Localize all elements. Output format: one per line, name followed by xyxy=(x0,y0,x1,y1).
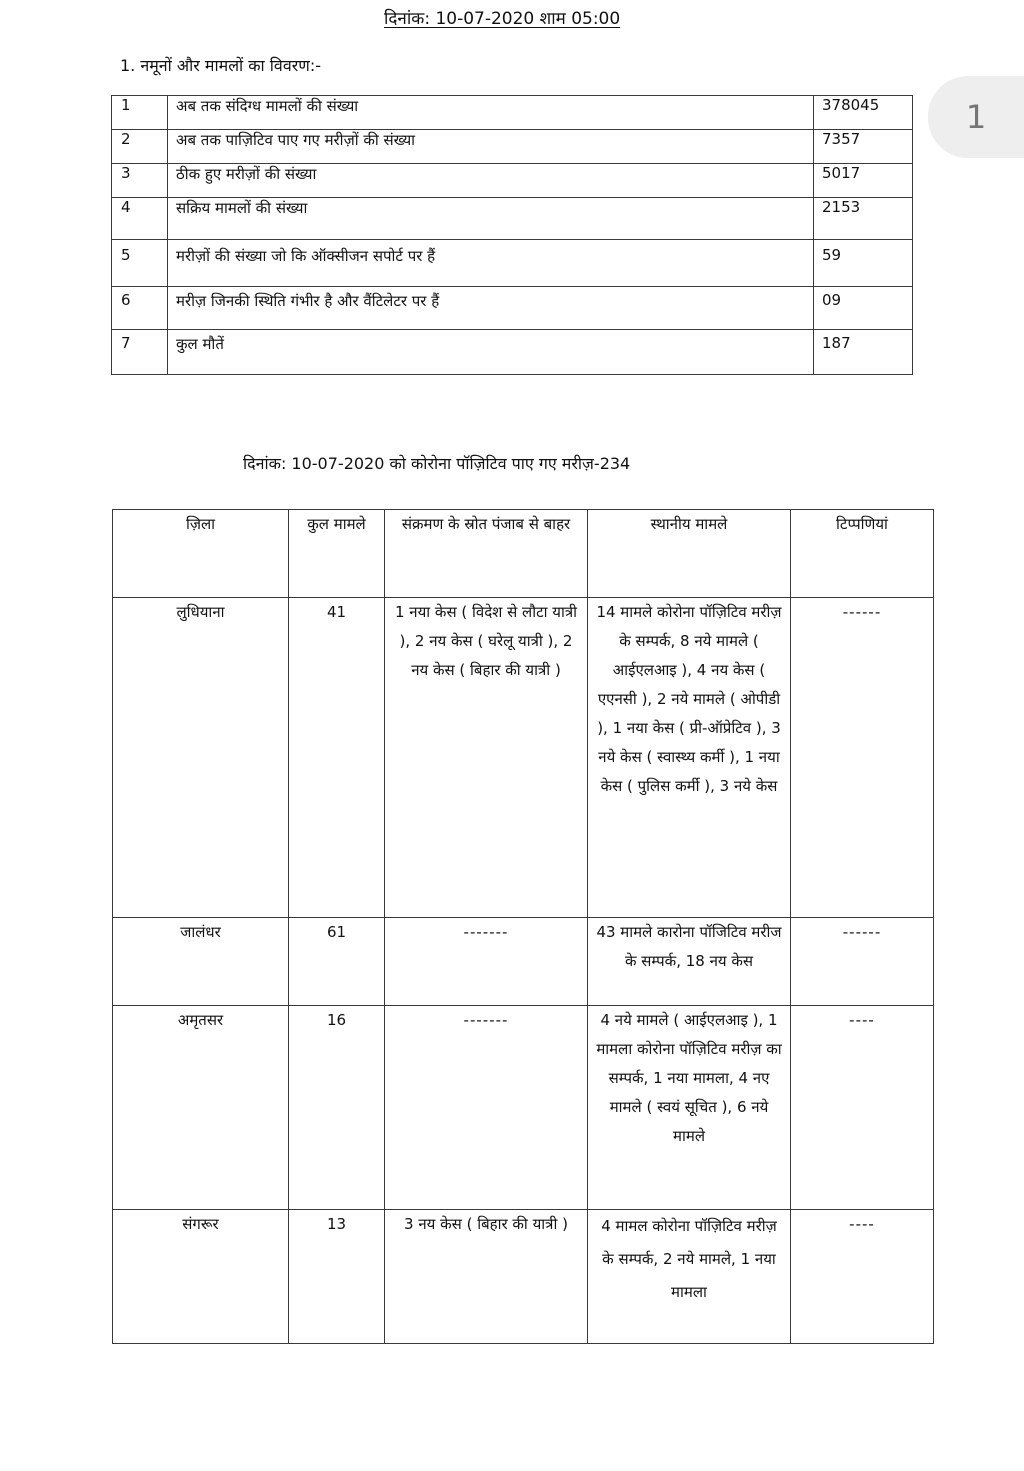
column-header-local: स्थानीय मामले xyxy=(588,510,791,598)
column-header-district: ज़िला xyxy=(113,510,289,598)
table-row xyxy=(113,598,934,918)
row-number: 5 xyxy=(112,240,168,287)
row-label: अब तक पाज़िटिव पाए गए मरीज़ों की संख्या xyxy=(168,130,814,164)
section-heading-sample-details: 1. नमूनों और मामलों का विवरण:- xyxy=(120,56,321,75)
section-heading-positive-cases: दिनांक: 10-07-2020 को कोरोना पॉज़िटिव पाए गए मरीज़-234 xyxy=(243,454,631,473)
cell-district: संगरूर xyxy=(113,1210,289,1344)
table-header-row xyxy=(113,510,934,598)
column-header-remarks: टिप्पणियां xyxy=(791,510,934,598)
cell-total: 16 xyxy=(289,1006,385,1210)
cell-local: 43 मामले कारोना पॉजिटिव मरीज के सम्पर्क, 18 नय केस xyxy=(588,918,791,1006)
table-row xyxy=(112,287,913,330)
row-number: 1 xyxy=(112,96,168,130)
row-value: 7357 xyxy=(814,130,913,164)
cell-remarks: ------ xyxy=(791,598,934,918)
row-value: 59 xyxy=(814,240,913,287)
summary-table xyxy=(111,95,913,375)
table-row xyxy=(112,240,913,287)
row-value: 09 xyxy=(814,287,913,330)
cell-source: ------- xyxy=(385,918,588,1006)
row-value: 187 xyxy=(814,330,913,375)
row-number: 3 xyxy=(112,164,168,198)
table-row xyxy=(112,330,913,375)
cell-local: 4 मामल कोरोना पॉज़िटिव मरीज़ के सम्पर्क, 2 नये मामले, 1 नया मामला xyxy=(588,1210,791,1344)
cell-total: 41 xyxy=(289,598,385,918)
row-value: 2153 xyxy=(814,198,913,240)
row-number: 6 xyxy=(112,287,168,330)
table-row xyxy=(112,130,913,164)
page-number-badge: 1 xyxy=(928,76,1024,158)
cell-source: 1 नया केस ( विदेश से लौटा यात्री ), 2 नय केस ( घरेलू यात्री ), 2 नय केस ( बिहार की यात्री ) xyxy=(385,598,588,918)
row-number: 4 xyxy=(112,198,168,240)
table-row xyxy=(113,1006,934,1210)
row-label: कुल मौतें xyxy=(168,330,814,375)
column-header-source: संक्रमण के स्रोत पंजाब से बाहर xyxy=(385,510,588,598)
row-value: 5017 xyxy=(814,164,913,198)
cell-local: 14 मामले कोरोना पॉज़िटिव मरीज़ के सम्पर्क, 8 नये मामले ( आईएलआइ ), 4 नय केस ( एएनसी ), 2 नये मामले ( ओपीडी ), 1 नया केस ( प्री-ऑप्रेटिव ), 3 नये केस ( स्वास्थ्य कर्मी ), 1 नया केस ( पुलिस कर्मी ), 3 नये केस xyxy=(588,598,791,918)
table-row xyxy=(112,198,913,240)
row-value: 378045 xyxy=(814,96,913,130)
column-header-total: कुल मामले xyxy=(289,510,385,598)
row-label: सक्रिय मामलों की संख्या xyxy=(168,198,814,240)
cell-source: 3 नय केस ( बिहार की यात्री ) xyxy=(385,1210,588,1344)
row-number: 2 xyxy=(112,130,168,164)
row-label: मरीज़ों की संख्या जो कि ऑक्सीजन सपोर्ट पर हैं xyxy=(168,240,814,287)
cell-total: 61 xyxy=(289,918,385,1006)
table-row xyxy=(113,1210,934,1344)
table-row xyxy=(112,96,913,130)
document-date: दिनांक: 10-07-2020 शाम 05:00 xyxy=(384,9,621,29)
cell-remarks: ---- xyxy=(791,1006,934,1210)
cell-remarks: ---- xyxy=(791,1210,934,1344)
row-number: 7 xyxy=(112,330,168,375)
table-row xyxy=(112,164,913,198)
row-label: मरीज़ जिनकी स्थिति गंभीर है और वैंटिलेटर पर हैं xyxy=(168,287,814,330)
row-label: ठीक हुए मरीज़ों की संख्या xyxy=(168,164,814,198)
cell-remarks: ------ xyxy=(791,918,934,1006)
cell-source: ------- xyxy=(385,1006,588,1210)
row-label: अब तक संदिग्ध मामलों की संख्या xyxy=(168,96,814,130)
cell-local: 4 नये मामले ( आईएलआइ ), 1 मामला कोरोना पॉज़िटिव मरीज़ का सम्पर्क, 1 नया मामला, 4 नए मामले ( स्वयं सूचित ), 6 नये मामले xyxy=(588,1006,791,1210)
cell-district: लुधियाना xyxy=(113,598,289,918)
cell-district: जालंधर xyxy=(113,918,289,1006)
cell-district: अमृतसर xyxy=(113,1006,289,1210)
table-row xyxy=(113,918,934,1006)
district-cases-table xyxy=(112,509,934,1344)
cell-total: 13 xyxy=(289,1210,385,1344)
